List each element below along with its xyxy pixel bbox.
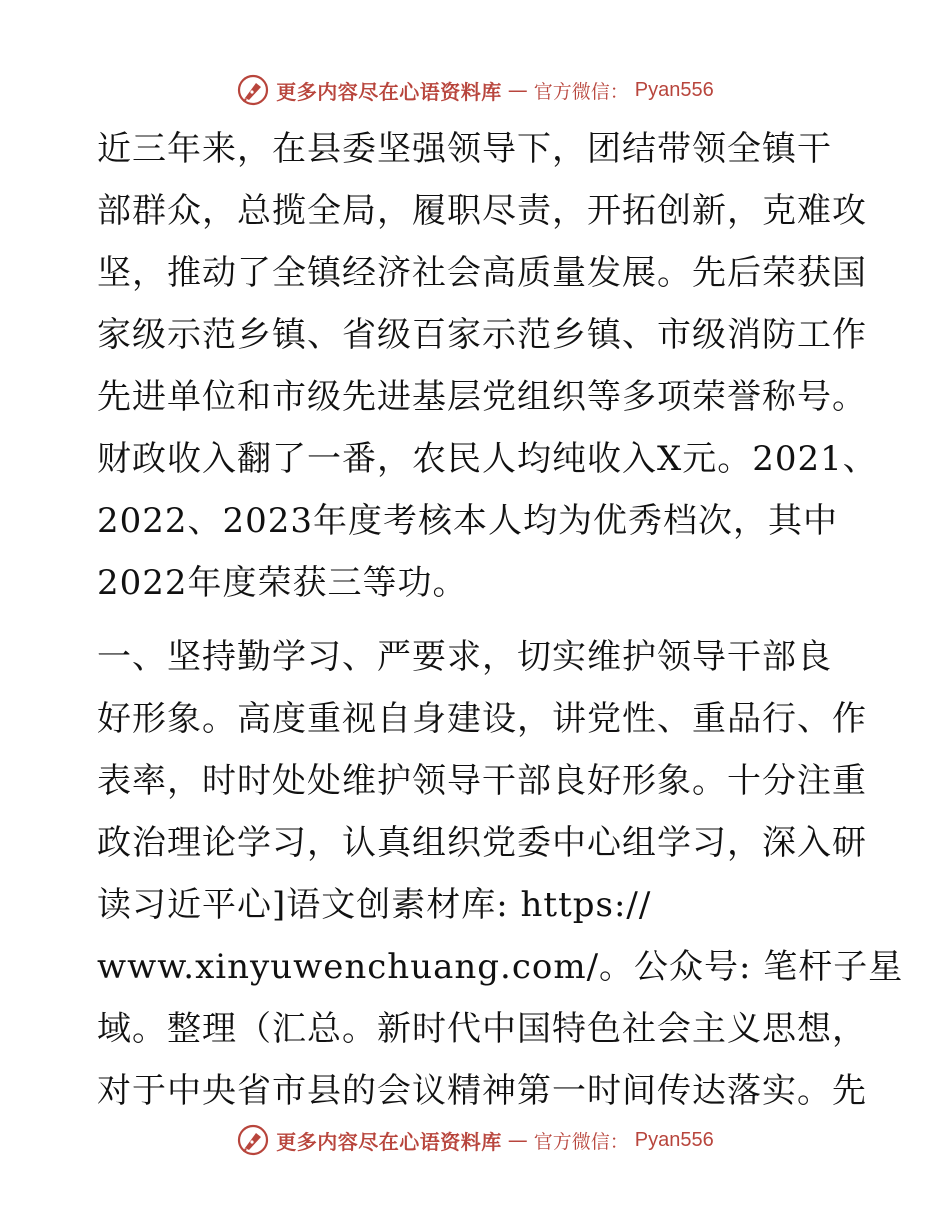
paragraph-1 — [97, 118, 878, 614]
text-line: 部群众，总揽全局，履职尽责，开拓创新，克难攻 — [97, 191, 867, 231]
footer-banner — [0, 1120, 950, 1160]
paragraph-2 — [97, 626, 904, 1122]
text-line: www.xinyuwenchuang.com/。公众号: 笔杆子星 — [97, 947, 904, 987]
text-line: 坚，推动了全镇经济社会高质量发展。先后荣获国 — [97, 253, 867, 293]
text-line: 政治理论学习，认真组织党委中心组学习，深入研 — [97, 823, 867, 863]
text-line: 一、坚持勤学习、严要求，切实维护领导干部良 — [97, 637, 832, 677]
footer-site-text: 更多内容尽在心语资料库 — [276, 1129, 502, 1154]
text-line: 财政收入翻了一番，农民人均纯收入X元。2021、 — [97, 439, 878, 479]
text-line: 先进单位和市级先进基层党组织等多项荣誉称号。 — [97, 377, 867, 417]
footer-wechat-id: Pyan556 — [634, 1128, 714, 1151]
footer-wechat-label: 官方微信： — [533, 1130, 629, 1153]
text-line: 读习近平心]语文创素材库: https:// — [97, 885, 652, 925]
text-line: 2022年度荣获三等功。 — [97, 563, 468, 603]
text-line: 表率，时时处处维护领导干部良好形象。十分注重 — [97, 761, 867, 801]
text-line: 好形象。高度重视自身建设，讲党性、重品行、作 — [97, 699, 867, 739]
text-line: 对于中央省市县的会议精神第一时间传达落实。先 — [97, 1071, 867, 1111]
header-banner — [0, 70, 950, 110]
header-separator: — — [507, 78, 528, 102]
header-wechat-label: 官方微信： — [533, 80, 629, 103]
paragraph-spacer — [97, 614, 857, 626]
text-line: 近三年来，在县委坚强领导下，团结带领全镇干 — [97, 129, 832, 169]
footer-separator: — — [507, 1128, 528, 1152]
pen-nib-logo-icon — [236, 1123, 270, 1157]
text-line: 家级示范乡镇、省级百家示范乡镇、市级消防工作 — [97, 315, 867, 355]
text-line: 2022、2023年度考核本人均为优秀档次，其中 — [97, 501, 839, 541]
text-line: 域。整理（汇总。新时代中国特色社会主义思想， — [97, 1009, 867, 1049]
document-body — [97, 118, 904, 1122]
header-wechat-id: Pyan556 — [634, 78, 714, 101]
pen-nib-logo-icon — [236, 73, 270, 107]
header-site-text: 更多内容尽在心语资料库 — [276, 79, 502, 104]
